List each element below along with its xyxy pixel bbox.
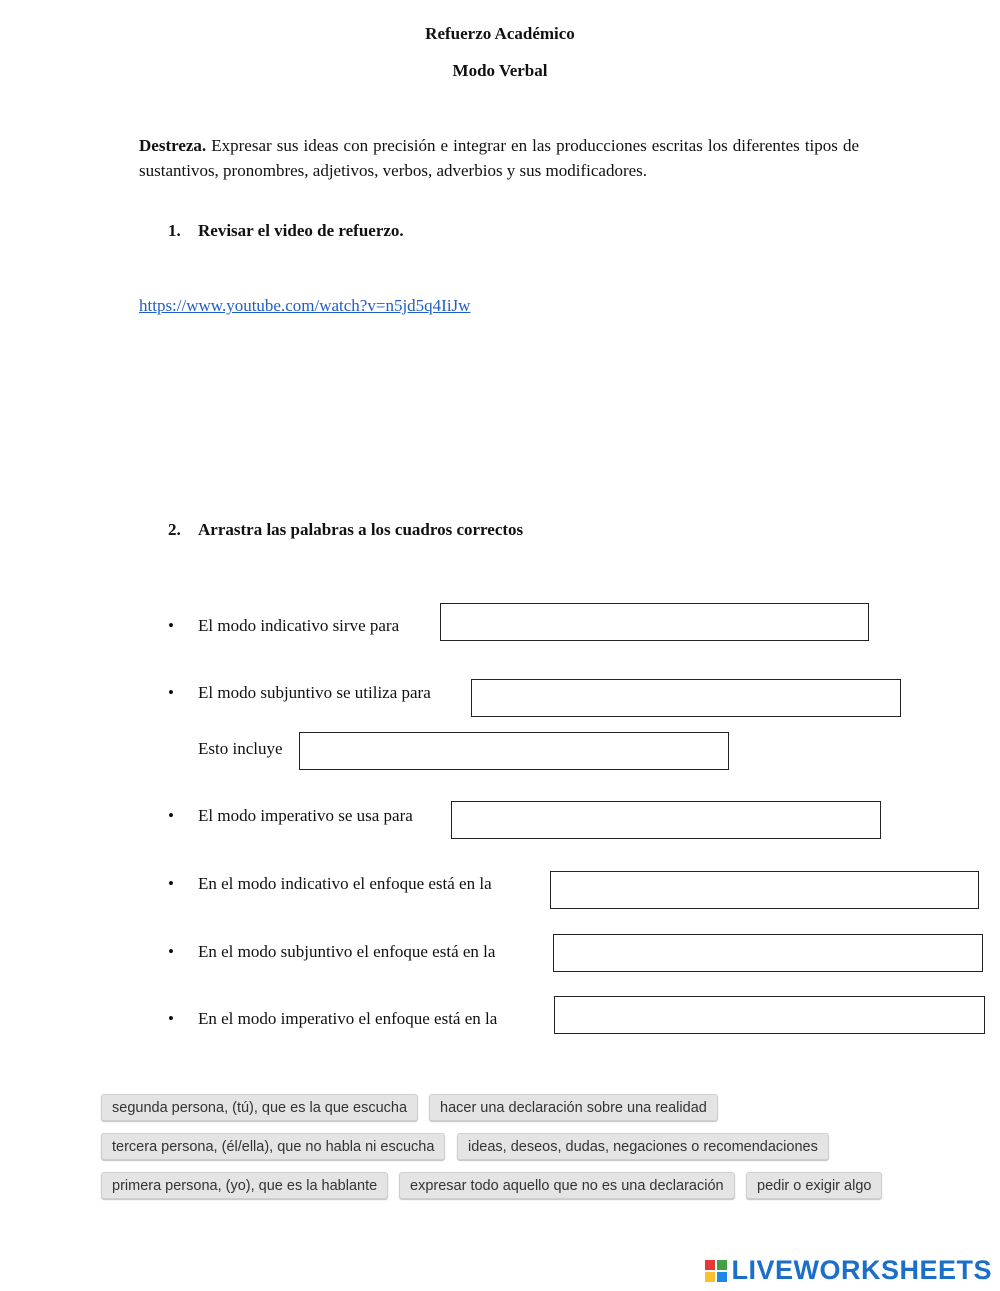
bullet-icon: • xyxy=(168,806,174,825)
step-2 xyxy=(168,520,523,540)
bullet-icon: • xyxy=(168,874,174,893)
step-2-text: Arrastra las palabras a los cuadros correctos xyxy=(198,520,524,539)
drop-box-indicativo-enfoque[interactable] xyxy=(550,871,979,909)
prompt-text: El modo imperativo se usa para xyxy=(198,806,413,825)
logo-tile xyxy=(705,1272,715,1282)
skill-label: Destreza. xyxy=(139,136,207,155)
word-chip[interactable]: primera persona, (yo), que es la hablante xyxy=(101,1172,388,1199)
step-2-number: 2. xyxy=(168,520,181,539)
drop-box-imperativo-enfoque[interactable] xyxy=(554,996,985,1034)
word-chip[interactable]: hacer una declaración sobre una realidad xyxy=(429,1094,718,1121)
step-1-number: 1. xyxy=(168,221,181,240)
prompt-indicativo-uso xyxy=(168,616,399,636)
prompt-text: En el modo indicativo el enfoque está en la xyxy=(198,874,492,893)
logo-tile xyxy=(717,1272,727,1282)
drop-box-subjuntivo-uso[interactable] xyxy=(471,679,901,717)
page-title: Refuerzo Académico xyxy=(425,24,575,43)
word-chip[interactable]: pedir o exigir algo xyxy=(746,1172,882,1199)
prompt-text: El modo subjuntivo se utiliza para xyxy=(198,683,431,702)
bullet-icon: • xyxy=(168,942,174,961)
word-chip[interactable]: expresar todo aquello que no es una declaración xyxy=(399,1172,735,1199)
logo-tile xyxy=(717,1260,727,1270)
prompt-subjuntivo-uso xyxy=(168,683,431,703)
page-subtitle: Modo Verbal xyxy=(452,61,548,80)
liveworksheets-logo xyxy=(705,1255,992,1286)
prompt-imperativo-enfoque xyxy=(168,1009,497,1029)
prompt-imperativo-uso xyxy=(168,806,413,826)
video-link[interactable]: https://www.youtube.com/watch?v=n5jd5q4IiJw xyxy=(139,296,471,315)
drop-box-imperativo-uso[interactable] xyxy=(451,801,881,839)
prompt-text: En el modo subjuntivo el enfoque está en la xyxy=(198,942,496,961)
logo-text: LIVEWORKSHEETS xyxy=(731,1255,992,1285)
bullet-icon: • xyxy=(168,683,174,702)
bullet-icon: • xyxy=(168,616,174,635)
logo-tiles-icon xyxy=(705,1260,727,1282)
prompt-text: En el modo imperativo el enfoque está en la xyxy=(198,1009,498,1028)
word-chip[interactable]: segunda persona, (tú), que es la que escucha xyxy=(101,1094,418,1121)
step-1-text: Revisar el video de refuerzo. xyxy=(198,221,404,240)
prompt-text: El modo indicativo sirve para xyxy=(198,616,400,635)
step-1 xyxy=(168,221,404,241)
drop-box-esto-incluye[interactable] xyxy=(299,732,729,770)
skill-paragraph xyxy=(139,134,859,183)
bullet-icon: • xyxy=(168,1009,174,1028)
logo-tile xyxy=(705,1260,715,1270)
word-chip[interactable]: ideas, deseos, dudas, negaciones o recomendaciones xyxy=(457,1133,829,1160)
word-chip[interactable]: tercera persona, (él/ella), que no habla ni escucha xyxy=(101,1133,445,1160)
prompt-esto-incluye: Esto incluye xyxy=(198,739,283,758)
skill-text: Expresar sus ideas con precisión e integrar en las producciones escritas los diferentes tipos de sustantivos, pronombres, adjetivos, verbos, adverbios y sus modificadores. xyxy=(139,136,860,180)
prompt-subjuntivo-enfoque xyxy=(168,942,495,962)
drop-box-subjuntivo-enfoque[interactable] xyxy=(553,934,983,972)
prompt-indicativo-enfoque xyxy=(168,874,492,894)
drop-box-indicativo-uso[interactable] xyxy=(440,603,869,641)
